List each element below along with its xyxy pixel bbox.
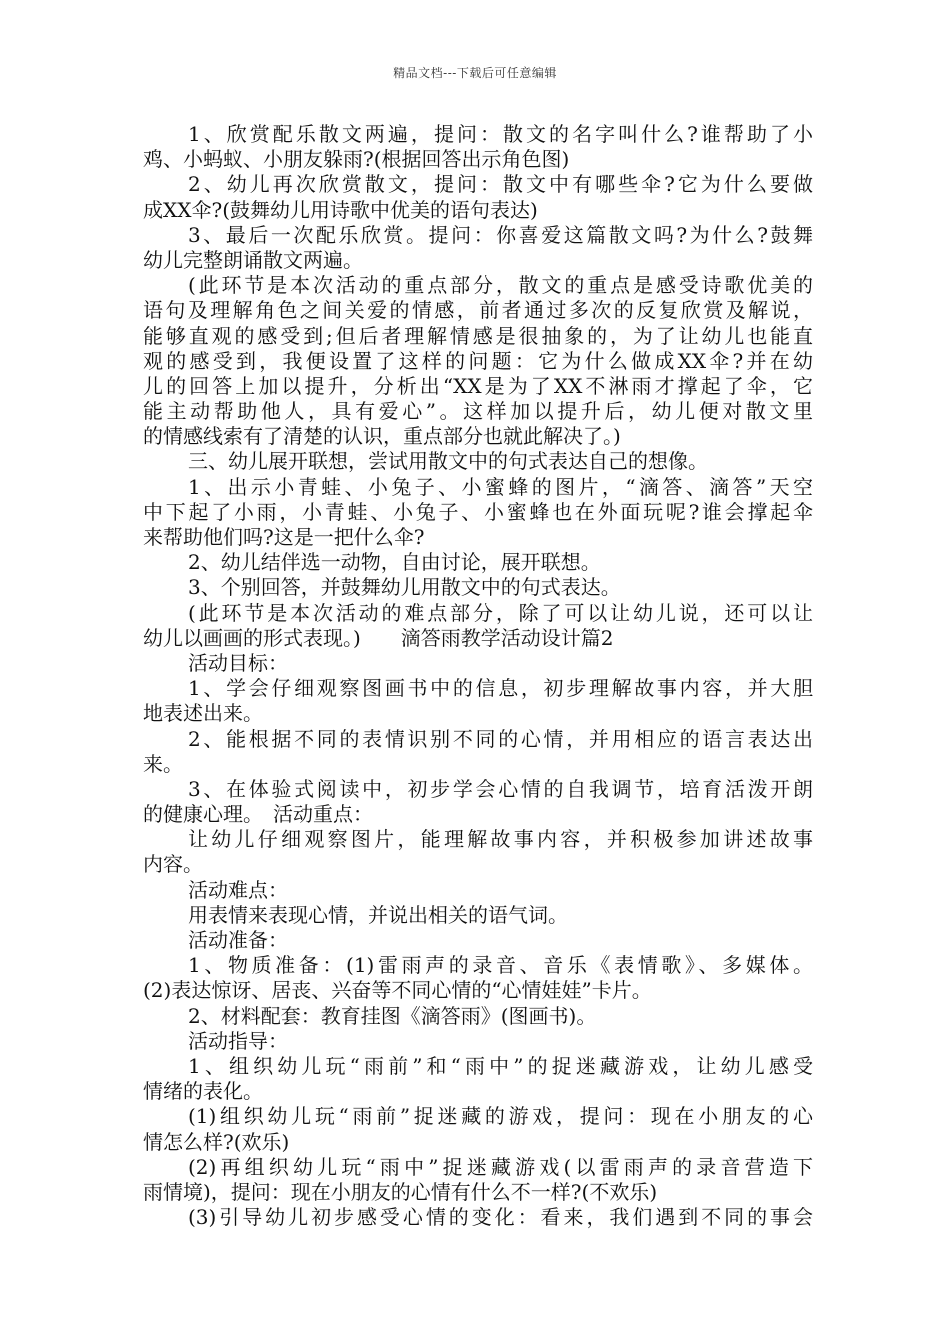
text-line: 幼儿以画画的形式表现。) 滴答雨教学活动设计篇2 <box>143 625 614 650</box>
text-line: 鸡、小蚂蚁、小朋友躲雨?(根据回答出示角色图) <box>143 147 570 172</box>
text-line: 1、学会仔细观察图画书中的信息，初步理解故事内容，并大胆 <box>188 676 813 701</box>
text-line: 情绪的表化。 <box>143 1079 263 1104</box>
text-line: 2、幼儿再次欣赏散文，提问：散文中有哪些伞?它为什么要做 <box>188 172 813 197</box>
text-line: 三、幼儿展开联想，尝试用散文中的句式表达自己的想像。 <box>188 449 708 474</box>
page-header: 精品文档---下载后可任意编辑 <box>393 66 557 80</box>
text-line: 的健康心理。 活动重点： <box>143 802 373 827</box>
text-line: 内容。 <box>143 852 203 877</box>
text-line: (1)组织幼儿玩“雨前”捉迷藏的游戏，提问：现在小朋友的心 <box>188 1104 813 1129</box>
text-line: (3)引导幼儿初步感受心情的变化：看来，我们遇到不同的事会 <box>188 1205 813 1230</box>
text-line: 2、能根据不同的表情识别不同的心情，并用相应的语言表达出 <box>188 726 813 751</box>
text-line: 幼儿完整朗诵散文两遍。 <box>143 247 363 272</box>
text-line: 成XX伞?(鼓舞幼儿用诗歌中优美的语句表达) <box>143 197 538 222</box>
text-line: 用表情来表现心情，并说出相关的语气词。 <box>188 902 568 927</box>
text-line: 来。 <box>143 751 183 776</box>
text-line: 中下起了小雨，小青蛙、小兔子、小蜜蜂也在外面玩呢?谁会撑起伞 <box>143 499 813 524</box>
text-line: 1、欣赏配乐散文两遍，提问：散文的名字叫什么?谁帮助了小 <box>188 122 813 146</box>
text-line: 观的感受到，我便设置了这样的问题：它为什么做成XX伞?并在幼 <box>143 348 813 373</box>
text-line: 儿的回答上加以提升，分析出“XX是为了XX不淋雨才撑起了伞，它 <box>143 373 813 398</box>
text-line: 活动准备： <box>188 928 288 952</box>
text-line: (此环节是本次活动的重点部分，散文的重点是感受诗歌优美的 <box>188 273 813 298</box>
text-line: 活动指导： <box>188 1028 288 1053</box>
text-line: 来帮助他们吗?这是一把什么伞? <box>143 525 425 549</box>
text-line: 2、幼儿结伴选一动物，自由讨论，展开联想。 <box>188 550 601 575</box>
text-line: 3、最后一次配乐欣赏。提问：你喜爱这篇散文吗?为什么?鼓舞 <box>188 222 813 247</box>
text-line: 1、组织幼儿玩“雨前”和“雨中”的捉迷藏游戏，让幼儿感受 <box>188 1053 813 1078</box>
text-line: (2)再组织幼儿玩“雨中”捉迷藏游戏(以雷雨声的录音营造下 <box>188 1154 813 1179</box>
text-line: 语句及理解角色之间关爱的情感，前者通过多次的反复欣赏及解说， <box>143 298 813 323</box>
text-line: 能主动帮助他人，具有爱心”。这样加以提升后，幼儿便对散文里 <box>143 399 813 424</box>
text-line: 活动难点： <box>188 877 288 902</box>
text-line: 1、物质准备：(1)雷雨声的录音、音乐《表情歌》、多媒体。 <box>188 953 813 978</box>
text-line: 2、材料配套：教育挂图《滴答雨》(图画书)。 <box>188 1003 597 1028</box>
text-line: 的情感线索有了清楚的认识，重点部分也就此解决了。) <box>143 424 621 449</box>
text-line: 能够直观的感受到;但后者理解情感是很抽象的，为了让幼儿也能直 <box>143 323 813 348</box>
text-line: 3、个别回答，并鼓舞幼儿用散文中的句式表达。 <box>188 575 621 600</box>
text-line: 雨情境)，提问：现在小朋友的心情有什么不一样?(不欢乐) <box>143 1179 658 1204</box>
text-line: (2)表达惊讶、居丧、兴奋等不同心情的“心情娃娃”卡片。 <box>143 978 652 1003</box>
text-line: 让幼儿仔细观察图片，能理解故事内容，并积极参加讲述故事 <box>188 827 813 852</box>
document-body <box>143 122 813 1230</box>
text-line: 活动目标： <box>188 650 288 675</box>
text-line: (此环节是本次活动的难点部分，除了可以让幼儿说，还可以让 <box>188 600 813 625</box>
text-line: 地表述出来。 <box>143 701 263 726</box>
text-line: 1、出示小青蛙、小兔子、小蜜蜂的图片，“滴答、滴答”天空 <box>188 474 813 499</box>
text-line: 情怎么样?(欢乐) <box>143 1129 290 1154</box>
text-line: 3、在体验式阅读中，初步学会心情的自我调节，培育活泼开朗 <box>188 776 813 801</box>
